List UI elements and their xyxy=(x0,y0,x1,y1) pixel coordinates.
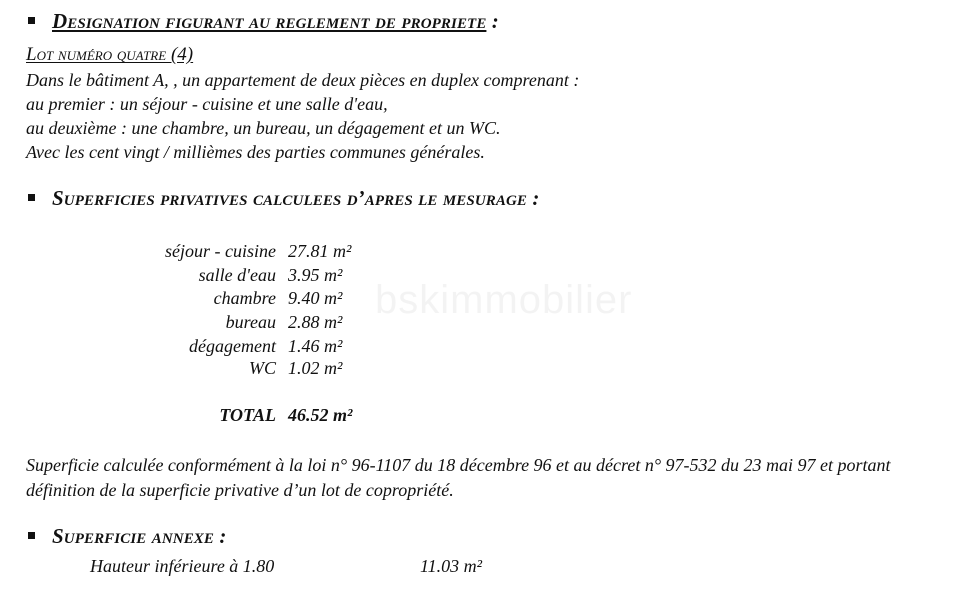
section-heading-annexe: Superficie annexe : xyxy=(52,524,227,548)
area-value: 2.88 m² xyxy=(288,312,343,332)
area-value: 1.46 m² xyxy=(288,336,343,356)
bullet-icon xyxy=(28,532,35,539)
area-value: 3.95 m² xyxy=(288,265,343,285)
annex-value: 11.03 m² xyxy=(420,556,483,576)
lot-title: Lot numéro quatre (4) xyxy=(26,44,194,65)
area-label: salle d'eau xyxy=(198,265,276,285)
heading-text: Designation figurant au reglement de propriete xyxy=(52,9,487,33)
area-label: bureau xyxy=(225,312,276,332)
bullet-icon xyxy=(28,17,35,24)
section-heading-superficies: Superficies privatives calculees d’apres le mesurage : xyxy=(52,186,540,210)
watermark xyxy=(375,278,633,323)
area-label: dégagement xyxy=(189,336,276,356)
section-heading-designation xyxy=(52,9,499,34)
designation-line: Avec les cent vingt / millièmes des parties communes générales. xyxy=(26,142,485,162)
heading-colon: : xyxy=(491,9,499,33)
area-value: 1.02 m² xyxy=(288,358,343,378)
total-label: TOTAL xyxy=(219,405,276,425)
annex-label: Hauteur inférieure à 1.80 xyxy=(90,556,275,576)
area-label: WC xyxy=(249,358,276,378)
designation-line: au premier : un séjour - cuisine et une salle d'eau, xyxy=(26,94,388,114)
area-value: 27.81 m² xyxy=(288,241,352,261)
bullet-icon xyxy=(28,194,35,201)
area-label: séjour - cuisine xyxy=(165,241,276,261)
designation-line: Dans le bâtiment A, , un appartement de deux pièces en duplex comprenant : xyxy=(26,70,580,90)
legal-note: Superficie calculée conformément à la loi n° 96-1107 du 18 décembre 96 et au décret n° 97-532 du 23 mai 97 et portant définition de la superficie privative d’un lot de copropriété. xyxy=(26,455,891,500)
area-label: chambre xyxy=(213,288,276,308)
designation-line: au deuxième : une chambre, un bureau, un dégagement et un WC. xyxy=(26,118,501,138)
area-value: 9.40 m² xyxy=(288,288,343,308)
total-value: 46.52 m² xyxy=(288,405,353,425)
